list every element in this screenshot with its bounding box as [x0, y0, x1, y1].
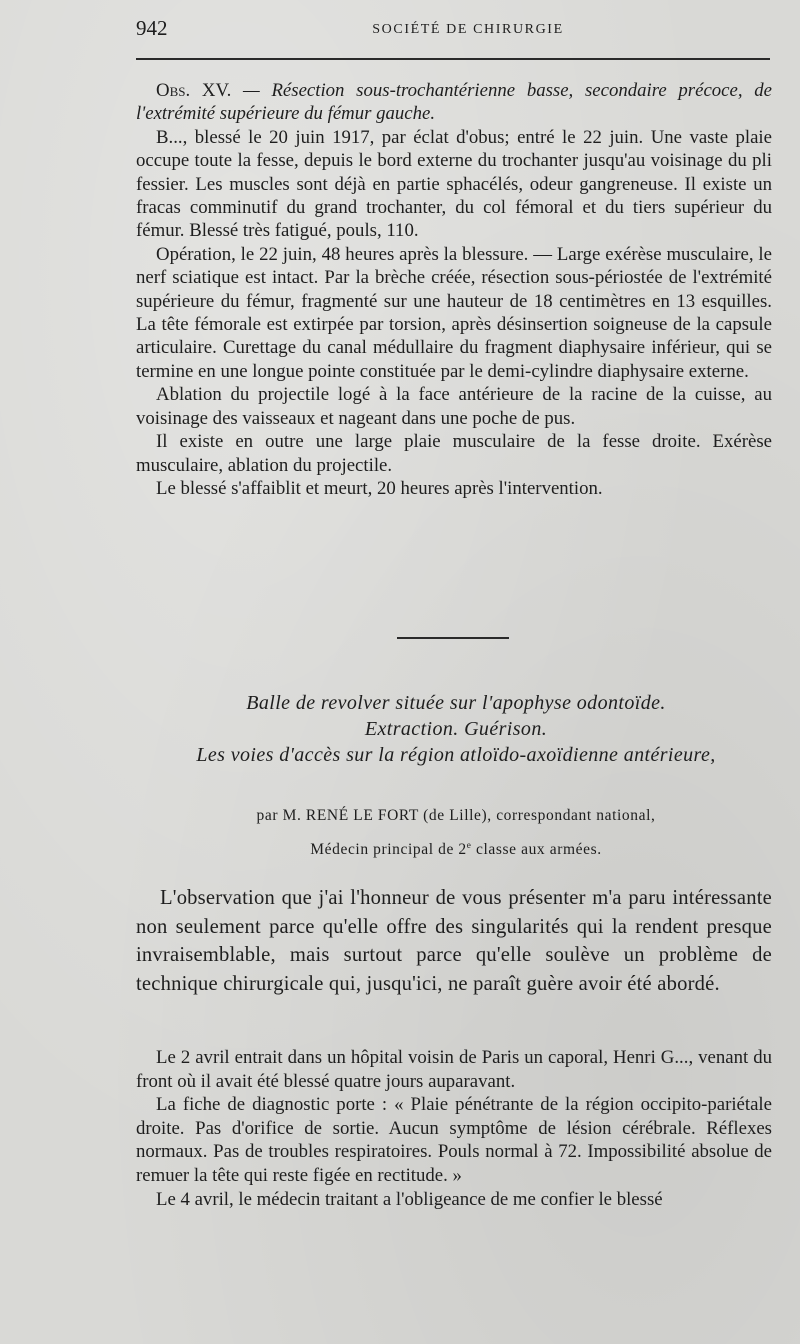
observation-paragraph: Ablation du projectile logé à la face antérieure de la racine de la cuisse, au voisinage des vaisseaux et nageant dans une poche de pus. — [136, 384, 772, 429]
author-line: par M. RENÉ LE FORT (de Lille), correspondant national, — [256, 807, 656, 824]
observation-heading: — Résection sous-trochantérienne basse, secondaire précoce, de l'extrémité supérieure du fémur gauche. — [136, 80, 772, 125]
author-rank-superscript: e — [466, 840, 472, 851]
author-rank-suffix: classe aux armées. — [471, 841, 602, 858]
running-head: SOCIÉTÉ DE CHIRURGIE — [372, 22, 564, 37]
observation-paragraph: Il existe en outre une large plaie musculaire de la fesse droite. Exérèse musculaire, ablation du projectile. — [136, 431, 772, 476]
article-title-line: Les voies d'accès sur la région atloïdo-axoïdienne antérieure, — [196, 744, 716, 766]
author-rank — [136, 833, 776, 867]
lead-section — [136, 884, 772, 998]
author-rank-prefix: Médecin principal de 2 — [310, 841, 467, 858]
article-title-line: Extraction. Guérison. — [364, 718, 548, 740]
observation-section — [136, 79, 772, 500]
observation-paragraph: Opération, le 22 juin, 48 heures après la blessure. — Large exérèse musculaire, le nerf sciatique est intact. Par la brèche créée, résection sous-périostée de l'extrémité supérieure du fémur, fragmenté sur une hauteur de 18 centimètres en 13 esquilles. La tête fémorale est extirpée par torsion, après désinsertion soigneuse de la capsule articulaire. Curettage du canal médullaire du fragment diaphysaire inférieur, qui se termine en une longue pointe constituée par le demi-cylindre diaphysaire externe. — [136, 243, 772, 382]
observation-paragraph: Le blessé s'affaiblit et meurt, 20 heures après l'intervention. — [156, 477, 603, 499]
author-block — [136, 799, 776, 867]
article-title-line: Balle de revolver située sur l'apophyse odontoïde. — [246, 692, 666, 714]
article-paragraph: Le 4 avril, le médecin traitant a l'obligeance de me confier le blessé — [156, 1188, 663, 1210]
article-paragraph: La fiche de diagnostic porte : « Plaie pénétrante de la région occipito-pariétale droite. Pas d'orifice de sortie. Aucun symptôme de lésion cérébrale. Réflexes normaux. Pas de troubles respiratoires. Pouls normal à 72. Impossibilité absolue de remuer la tête qui reste figée en rectitude. » — [136, 1094, 772, 1186]
observation-label: Obs. XV. — [156, 80, 232, 101]
section-separator — [397, 637, 509, 639]
article-title — [136, 690, 776, 768]
page-number: 942 — [136, 16, 168, 40]
lead-paragraph: L'observation que j'ai l'honneur de vous présenter m'a paru intéressante non seulement parce qu'elle offre des singularités qui la rendent presque invraisemblable, mais surtout parce qu'elle soulève un problème de technique chirurgicale qui, jusqu'ici, ne paraît guère avoir été abordé. — [136, 887, 772, 995]
header-rule — [136, 58, 770, 60]
article-body — [136, 1046, 772, 1211]
observation-paragraph: B..., blessé le 20 juin 1917, par éclat d'obus; entré le 22 juin. Une vaste plaie occupe toute la fesse, depuis le bord externe du trochanter jusqu'au voisinage du pli fessier. Les muscles sont déjà en partie sphacélés, odeur gangreneuse. Il existe un fracas comminutif du grand trochanter, du col fémoral et du tiers supérieur du fémur. Blessé très fatigué, pouls, 110. — [136, 126, 772, 242]
page-header — [136, 14, 770, 44]
observation-title — [136, 79, 772, 126]
article-paragraph: Le 2 avril entrait dans un hôpital voisin de Paris un caporal, Henri G..., venant du front où il avait été blessé quatre jours auparavant. — [136, 1047, 772, 1092]
